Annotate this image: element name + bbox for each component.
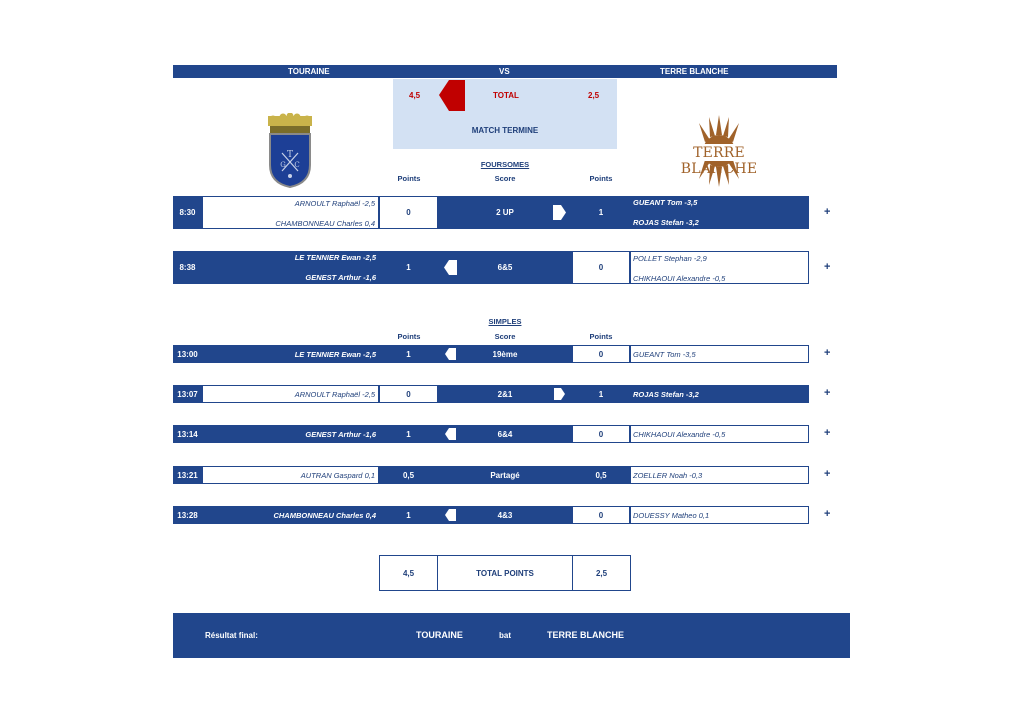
right-player-name: ROJAS Stefan -3,2 (633, 389, 699, 399)
simple-row (173, 506, 837, 524)
right-player (630, 385, 809, 403)
match-score: 6&4 (438, 425, 572, 443)
left-player-1: LE TENNIER Ewan -2,5 (294, 253, 376, 262)
result-label: Résultat final: (205, 631, 258, 640)
header-bar (173, 65, 837, 78)
left-player (202, 466, 379, 484)
left-points: 0 (379, 196, 438, 229)
simple-row (173, 425, 837, 443)
right-points: 0 (572, 506, 630, 524)
match-score: 19ème (438, 345, 572, 363)
right-team-header: TERRE BLANCHE (660, 67, 729, 76)
foursomes-col-score: Score (494, 174, 516, 183)
svg-text:C: C (294, 161, 300, 169)
expand-plus-button[interactable]: + (824, 206, 831, 218)
expand-plus-button[interactable]: + (824, 468, 831, 480)
total-right: 2,5 (588, 91, 600, 100)
foursomes-col-points-right: Points (589, 174, 613, 183)
left-pair (202, 196, 379, 229)
right-pair (630, 196, 809, 229)
simples-col-points-right: Points (589, 332, 613, 341)
simple-row (173, 345, 837, 363)
winner-flag-left-icon (445, 428, 456, 440)
left-points: 1 (379, 345, 438, 363)
simple-row (173, 466, 837, 484)
red-flag-icon (439, 80, 465, 111)
expand-plus-button[interactable]: + (824, 261, 831, 273)
foursome-row (173, 196, 837, 229)
expand-plus-button[interactable]: + (824, 387, 831, 399)
left-player-2: CHAMBONNEAU Charles 0,4 (275, 219, 375, 228)
terre-blanche-logo (664, 113, 774, 189)
left-player (202, 345, 379, 363)
right-player (630, 425, 809, 443)
expand-plus-button[interactable]: + (824, 427, 831, 439)
expand-plus-button[interactable]: + (824, 347, 831, 359)
vs-header: VS (499, 67, 510, 76)
match-time: 13:21 (173, 466, 202, 484)
left-player-name: AUTRAN Gaspard 0,1 (300, 470, 375, 480)
right-player (630, 466, 809, 484)
result-verb: bat (499, 631, 511, 640)
result-loser: TERRE BLANCHE (547, 630, 625, 640)
match-time: 8:30 (173, 196, 202, 229)
right-player-name: GUEANT Tom -3,5 (633, 349, 696, 359)
match-time: 13:00 (173, 345, 202, 363)
simples-col-score: Score (494, 332, 516, 341)
right-player-name: CHIKHAOUI Alexandre -0,5 (633, 429, 726, 439)
foursome-row (173, 251, 837, 284)
total-points-right: 2,5 (572, 555, 631, 591)
total-block (393, 79, 617, 149)
winner-flag-right-icon (554, 388, 565, 400)
right-player-2: CHIKHAOUI Alexandre -0,5 (633, 274, 726, 283)
left-points: 0 (379, 385, 438, 403)
right-player-2: ROJAS Stefan -3,2 (633, 218, 699, 227)
left-player-name: CHAMBONNEAU Charles 0,4 (273, 510, 376, 520)
simple-row (173, 385, 837, 403)
right-player (630, 506, 809, 524)
match-score: 4&3 (438, 506, 572, 524)
right-player-1: POLLET Stephan -2,9 (633, 254, 707, 263)
left-points: 1 (379, 506, 438, 524)
left-team-header: TOURAINE (288, 67, 330, 76)
match-status: MATCH TERMINE (471, 126, 539, 135)
right-points: 0 (572, 425, 630, 443)
right-points: 1 (572, 196, 630, 229)
left-points: 1 (379, 251, 438, 284)
match-time: 13:28 (173, 506, 202, 524)
right-pair (630, 251, 809, 284)
left-player (202, 425, 379, 443)
match-time: 13:14 (173, 425, 202, 443)
svg-text:T: T (286, 150, 294, 160)
expand-plus-button[interactable]: + (824, 508, 831, 520)
right-points: 0 (572, 345, 630, 363)
match-score: Partagé (438, 466, 572, 484)
left-points: 1 (379, 425, 438, 443)
right-player-name: ZOELLER Noah -0,3 (633, 470, 703, 480)
left-points: 0,5 (379, 466, 438, 484)
match-time: 8:38 (173, 251, 202, 284)
terre-blanche-logo-text: TERRE BLANCHE (680, 145, 758, 177)
foursomes-col-points-left: Points (397, 174, 421, 183)
match-score: 2 UP (438, 196, 572, 229)
total-points-left: 4,5 (379, 555, 438, 591)
match-time: 13:07 (173, 385, 202, 403)
right-player (630, 345, 809, 363)
left-pair (202, 251, 379, 284)
right-points: 0,5 (572, 466, 630, 484)
right-points: 1 (572, 385, 630, 403)
winner-flag-right-icon (553, 205, 566, 220)
result-winner: TOURAINE (416, 630, 463, 640)
match-score: 6&5 (438, 251, 572, 284)
right-points: 0 (572, 251, 630, 284)
left-player-name: ARNOULT Raphaël -2,5 (294, 389, 375, 399)
svg-text:G: G (280, 161, 286, 169)
touraine-logo (262, 113, 318, 189)
total-left: 4,5 (409, 91, 421, 100)
total-points-label: TOTAL POINTS (437, 555, 573, 591)
winner-flag-left-icon (444, 260, 457, 275)
simples-col-points-left: Points (397, 332, 421, 341)
left-player-name: LE TENNIER Ewan -2,5 (294, 349, 376, 359)
left-player (202, 385, 379, 403)
winner-flag-left-icon (445, 509, 456, 521)
right-player-name: DOUESSY Matheo 0,1 (633, 510, 710, 520)
foursomes-title: FOURSOMES (480, 160, 530, 169)
left-player-1: ARNOULT Raphaël -2,5 (294, 199, 375, 208)
left-player-name: GENEST Arthur -1,6 (305, 429, 376, 439)
match-score: 2&1 (438, 385, 572, 403)
right-player-1: GUEANT Tom -3,5 (633, 198, 698, 207)
left-player-2: GENEST Arthur -1,6 (305, 273, 376, 282)
left-player (202, 506, 379, 524)
total-label: TOTAL (493, 91, 519, 100)
simples-title: SIMPLES (488, 317, 522, 326)
final-result-banner (173, 613, 850, 658)
winner-flag-left-icon (445, 348, 456, 360)
